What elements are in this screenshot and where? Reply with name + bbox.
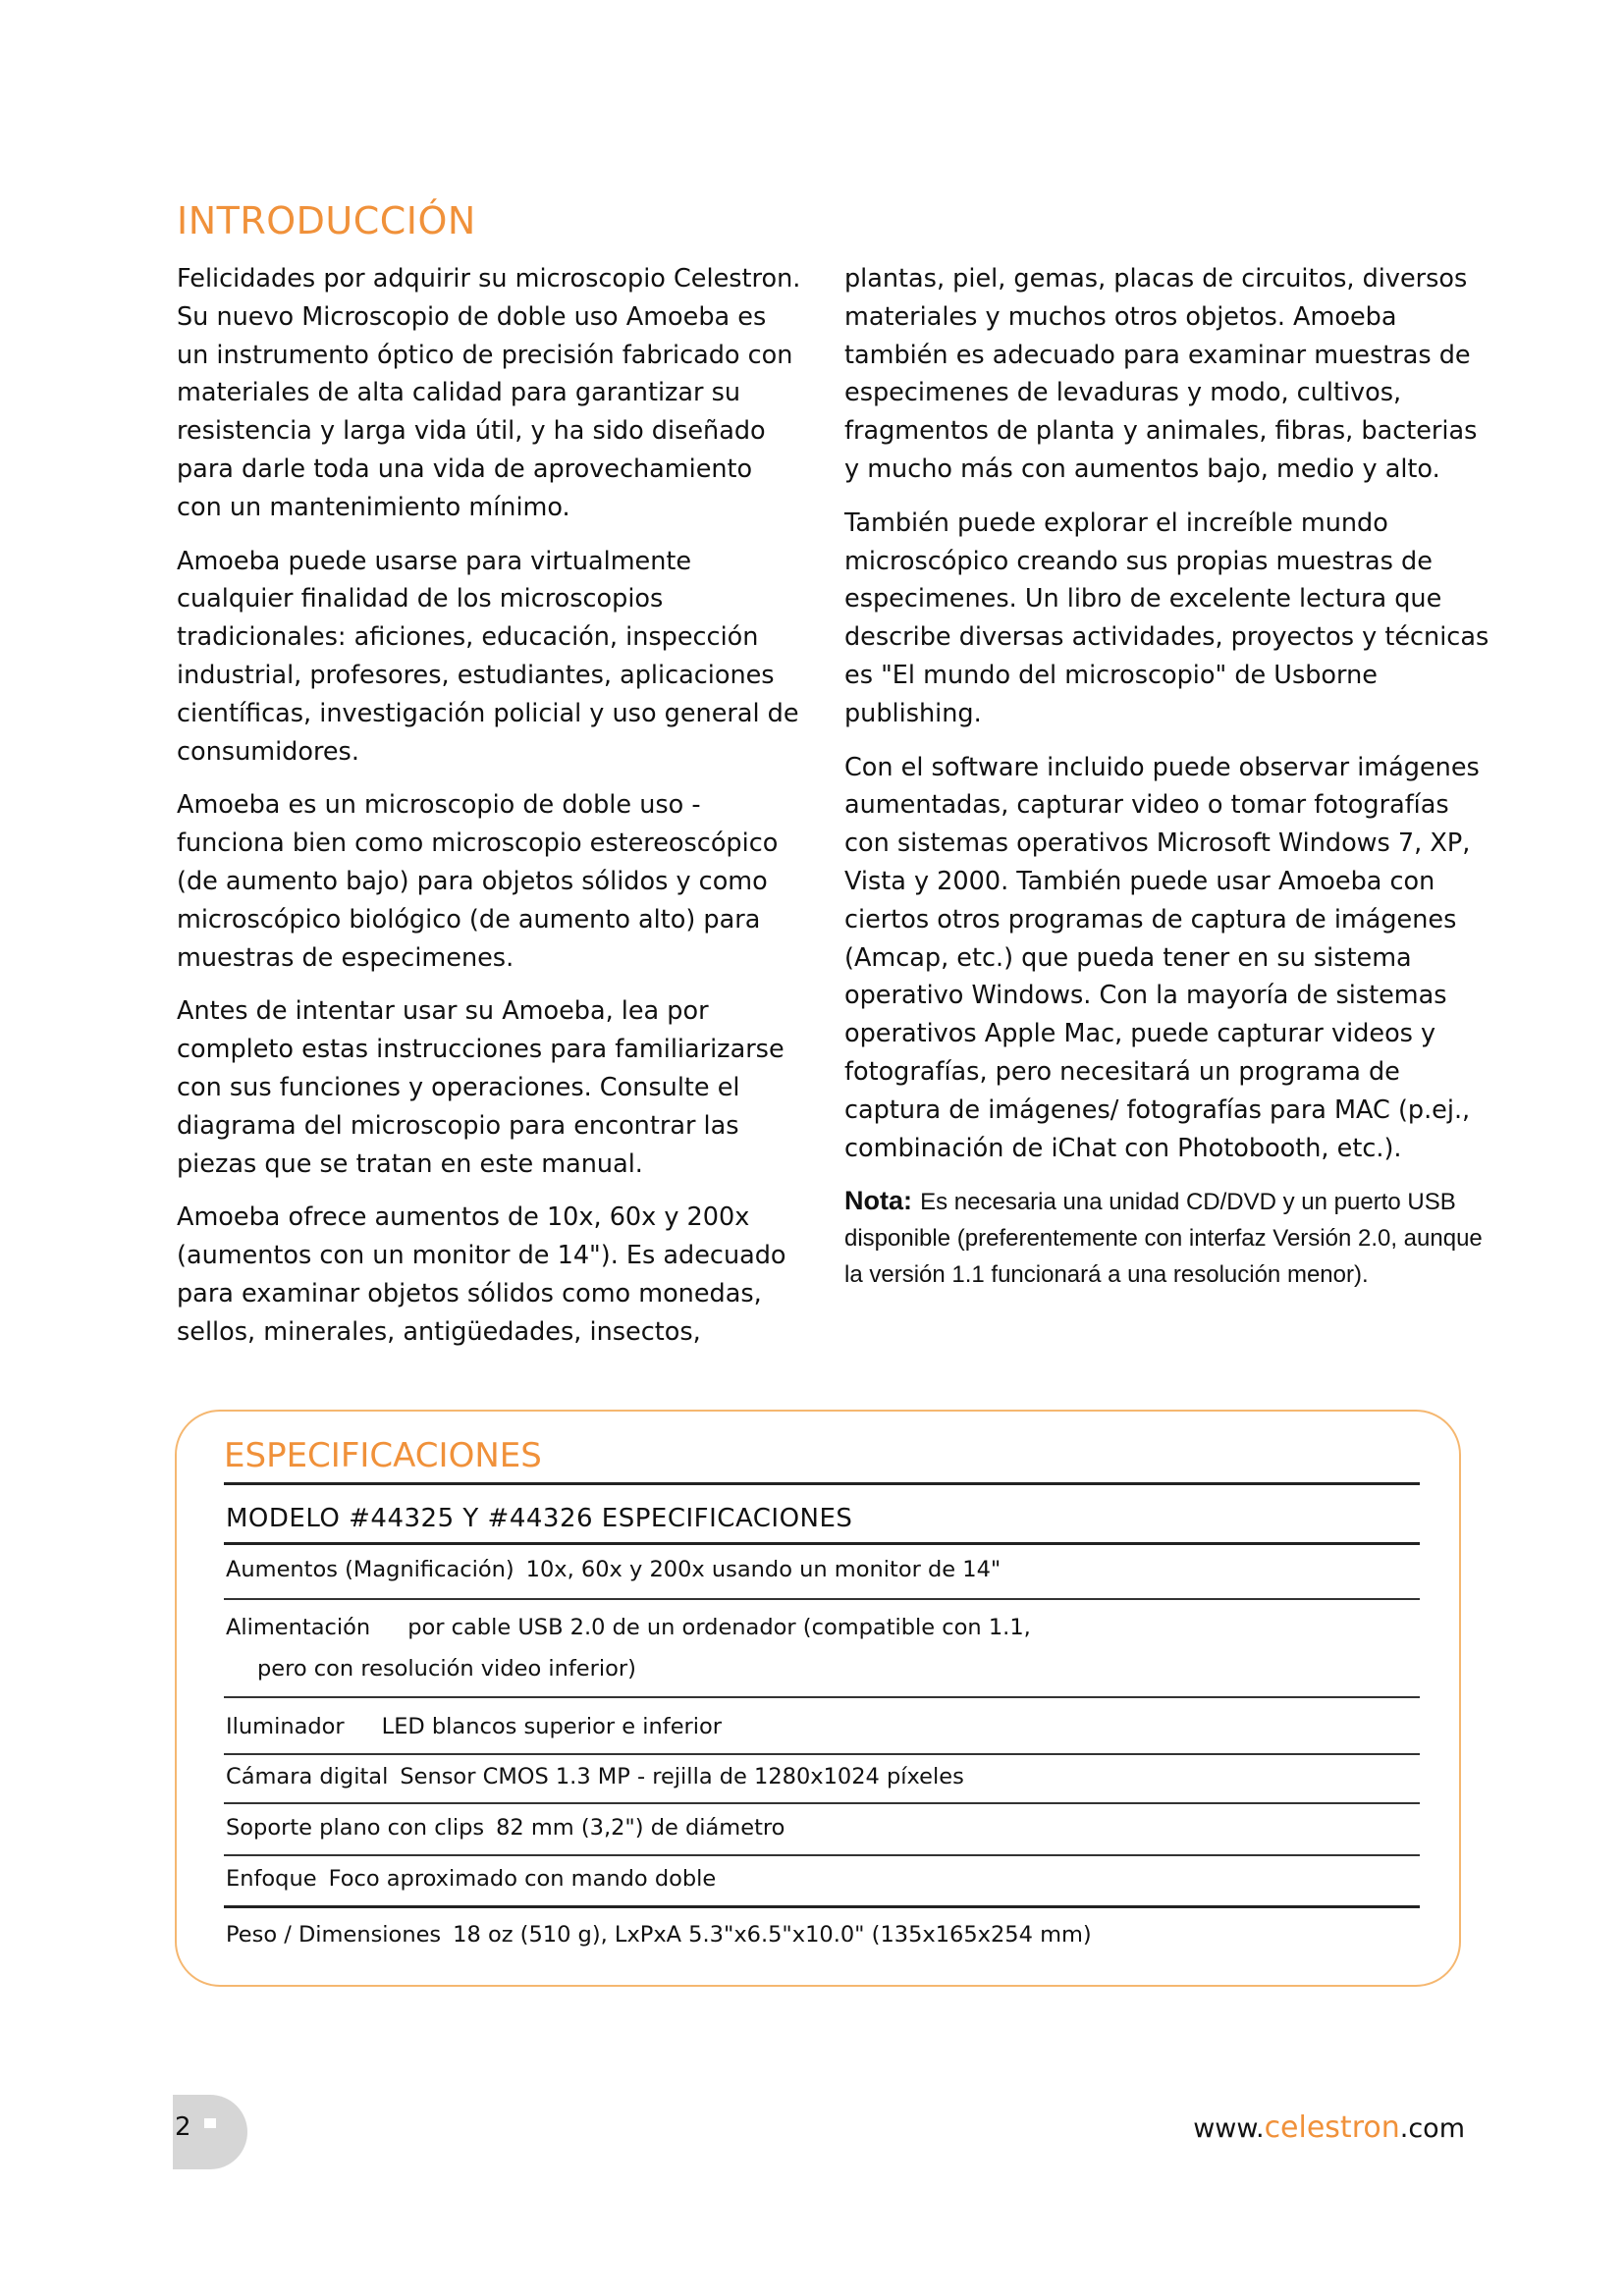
spec-row-focus [226, 1866, 716, 1892]
intro-paragraph: Amoeba ofrece aumentos de 10x, 60x y 200x (aumentos con un monitor de 14"). Es adecuado para examinar objetos sólidos como monedas, sellos, minerales, antigüedades, insectos, [177, 1202, 786, 1347]
spec-value: LED blancos superior e inferior [381, 1714, 723, 1739]
spec-value: Sensor CMOS 1.3 MP - rejilla de 1280x1024 píxeles [400, 1764, 964, 1789]
spec-row-weight [226, 1922, 1092, 1948]
url-brand: celestron [1264, 2110, 1400, 2145]
intro-paragraph: Amoeba puede usarse para virtualmente cualquier finalidad de los microscopios tradicionales: aficiones, educación, inspección industrial, profesores, estudiantes, aplicaciones científicas, investigación policial y uso general de consumidores. [177, 546, 799, 767]
divider [224, 1482, 1420, 1485]
spec-value-continuation: pero con resolución video inferior) [257, 1656, 636, 1682]
divider [224, 1802, 1420, 1804]
spec-row-magnification [226, 1557, 1001, 1582]
spec-row-stage [226, 1815, 785, 1841]
divider [224, 1598, 1420, 1600]
divider [224, 1854, 1420, 1856]
specifications-box [175, 1410, 1461, 1987]
divider [224, 1696, 1420, 1698]
url-suffix: .com [1399, 2113, 1465, 2144]
spec-row-camera [226, 1764, 964, 1789]
specifications-title: ESPECIFICACIONES [224, 1436, 542, 1475]
model-heading: MODELO #44325 Y #44326 ESPECIFICACIONES [226, 1504, 853, 1533]
url-prefix: www. [1193, 2113, 1265, 2144]
intro-paragraph: Con el software incluido puede observar imágenes aumentadas, capturar video o tomar fotografías con sistemas operativos Microsoft Windows 7, XP, Vista y 2000. También puede usar Amoeba con ciertos otros programas de captura de imágenes (Amcap, etc.) que pueda tener en su sistema operativo Windows. Con la mayoría de sistemas operativos Apple Mac, puede capturar videos y fotografías, pero necesitará un programa de captura de imágenes/ fotografías para MAC (p.ej., combinación de iChat con Photobooth, etc.). [844, 752, 1480, 1163]
divider [224, 1542, 1420, 1545]
page-number: 2 [175, 2112, 191, 2142]
intro-left-column [177, 260, 805, 1367]
intro-paragraph: plantas, piel, gemas, placas de circuitos, diversos materiales y muchos otros objetos. Amoeba también es adecuado para examinar muestras de especimenes de levaduras y modo, cultivos, fragmentos de planta y animales, fibras, bacterias y mucho más con aumentos bajo, medio y alto. [844, 264, 1478, 484]
spec-value: 18 oz (510 g), LxPxA 5.3"x6.5"x10.0" (135x165x254 mm) [453, 1922, 1092, 1948]
intro-right-column [844, 260, 1492, 1308]
spec-label: Cámara digital [226, 1764, 389, 1789]
note-text: Es necesaria una unidad CD/DVD y un puerto USB disponible (preferentemente con interfaz Versión 2.0, aunque la versión 1.1 funcionará a una resolución menor). [844, 1189, 1483, 1289]
intro-paragraph: Felicidades por adquirir su microscopio Celestron. Su nuevo Microscopio de doble uso Amoeba es un instrumento óptico de precisión fabricado con materiales de alta calidad para garantizar su resistencia y larga vida útil, y ha sido diseñado para darle toda una vida de aprovechamiento con un mantenimiento mínimo. [177, 264, 801, 522]
website-url [1193, 2110, 1465, 2145]
intro-paragraph: Antes de intentar usar su Amoeba, lea por completo estas instrucciones para familiarizarse con sus funciones y operaciones. Consulte el diagrama del microscopio para encontrar las piezas que se tratan en este manual. [177, 996, 785, 1179]
spec-value: 82 mm (3,2") de diámetro [496, 1815, 785, 1841]
divider [224, 1753, 1420, 1755]
spec-label: Peso / Dimensiones [226, 1922, 442, 1948]
spec-label: Iluminador [226, 1714, 345, 1739]
spec-value: por cable USB 2.0 de un ordenador (compatible con 1.1, [407, 1615, 1031, 1640]
spec-value: 10x, 60x y 200x usando un monitor de 14" [525, 1557, 1001, 1582]
spec-row-power [226, 1615, 1031, 1640]
page-tab-notch [204, 2118, 216, 2128]
note-paragraph [844, 1183, 1492, 1293]
spec-value: Foco aproximado con mando doble [328, 1866, 717, 1892]
spec-label: Alimentación [226, 1615, 371, 1640]
spec-label: Aumentos (Magnificación) [226, 1557, 514, 1582]
spec-label: Soporte plano con clips [226, 1815, 485, 1841]
note-label: Nota: [844, 1186, 912, 1216]
intro-paragraph: Amoeba es un microscopio de doble uso - funciona bien como microscopio estereoscópico (de aumento bajo) para objetos sólidos y como microscópico biológico (de aumento alto) para muestras de especimenes. [177, 790, 779, 973]
divider [224, 1905, 1420, 1908]
spec-row-illuminator [226, 1714, 722, 1739]
intro-title: INTRODUCCIÓN [177, 199, 476, 242]
spec-label: Enfoque [226, 1866, 317, 1892]
intro-paragraph: También puede explorar el increíble mundo microscópico creando sus propias muestras de especimenes. Un libro de excelente lectura que describe diversas actividades, proyectos y técnicas es "El mundo del microscopio" de Usborne publishing. [844, 507, 1489, 728]
